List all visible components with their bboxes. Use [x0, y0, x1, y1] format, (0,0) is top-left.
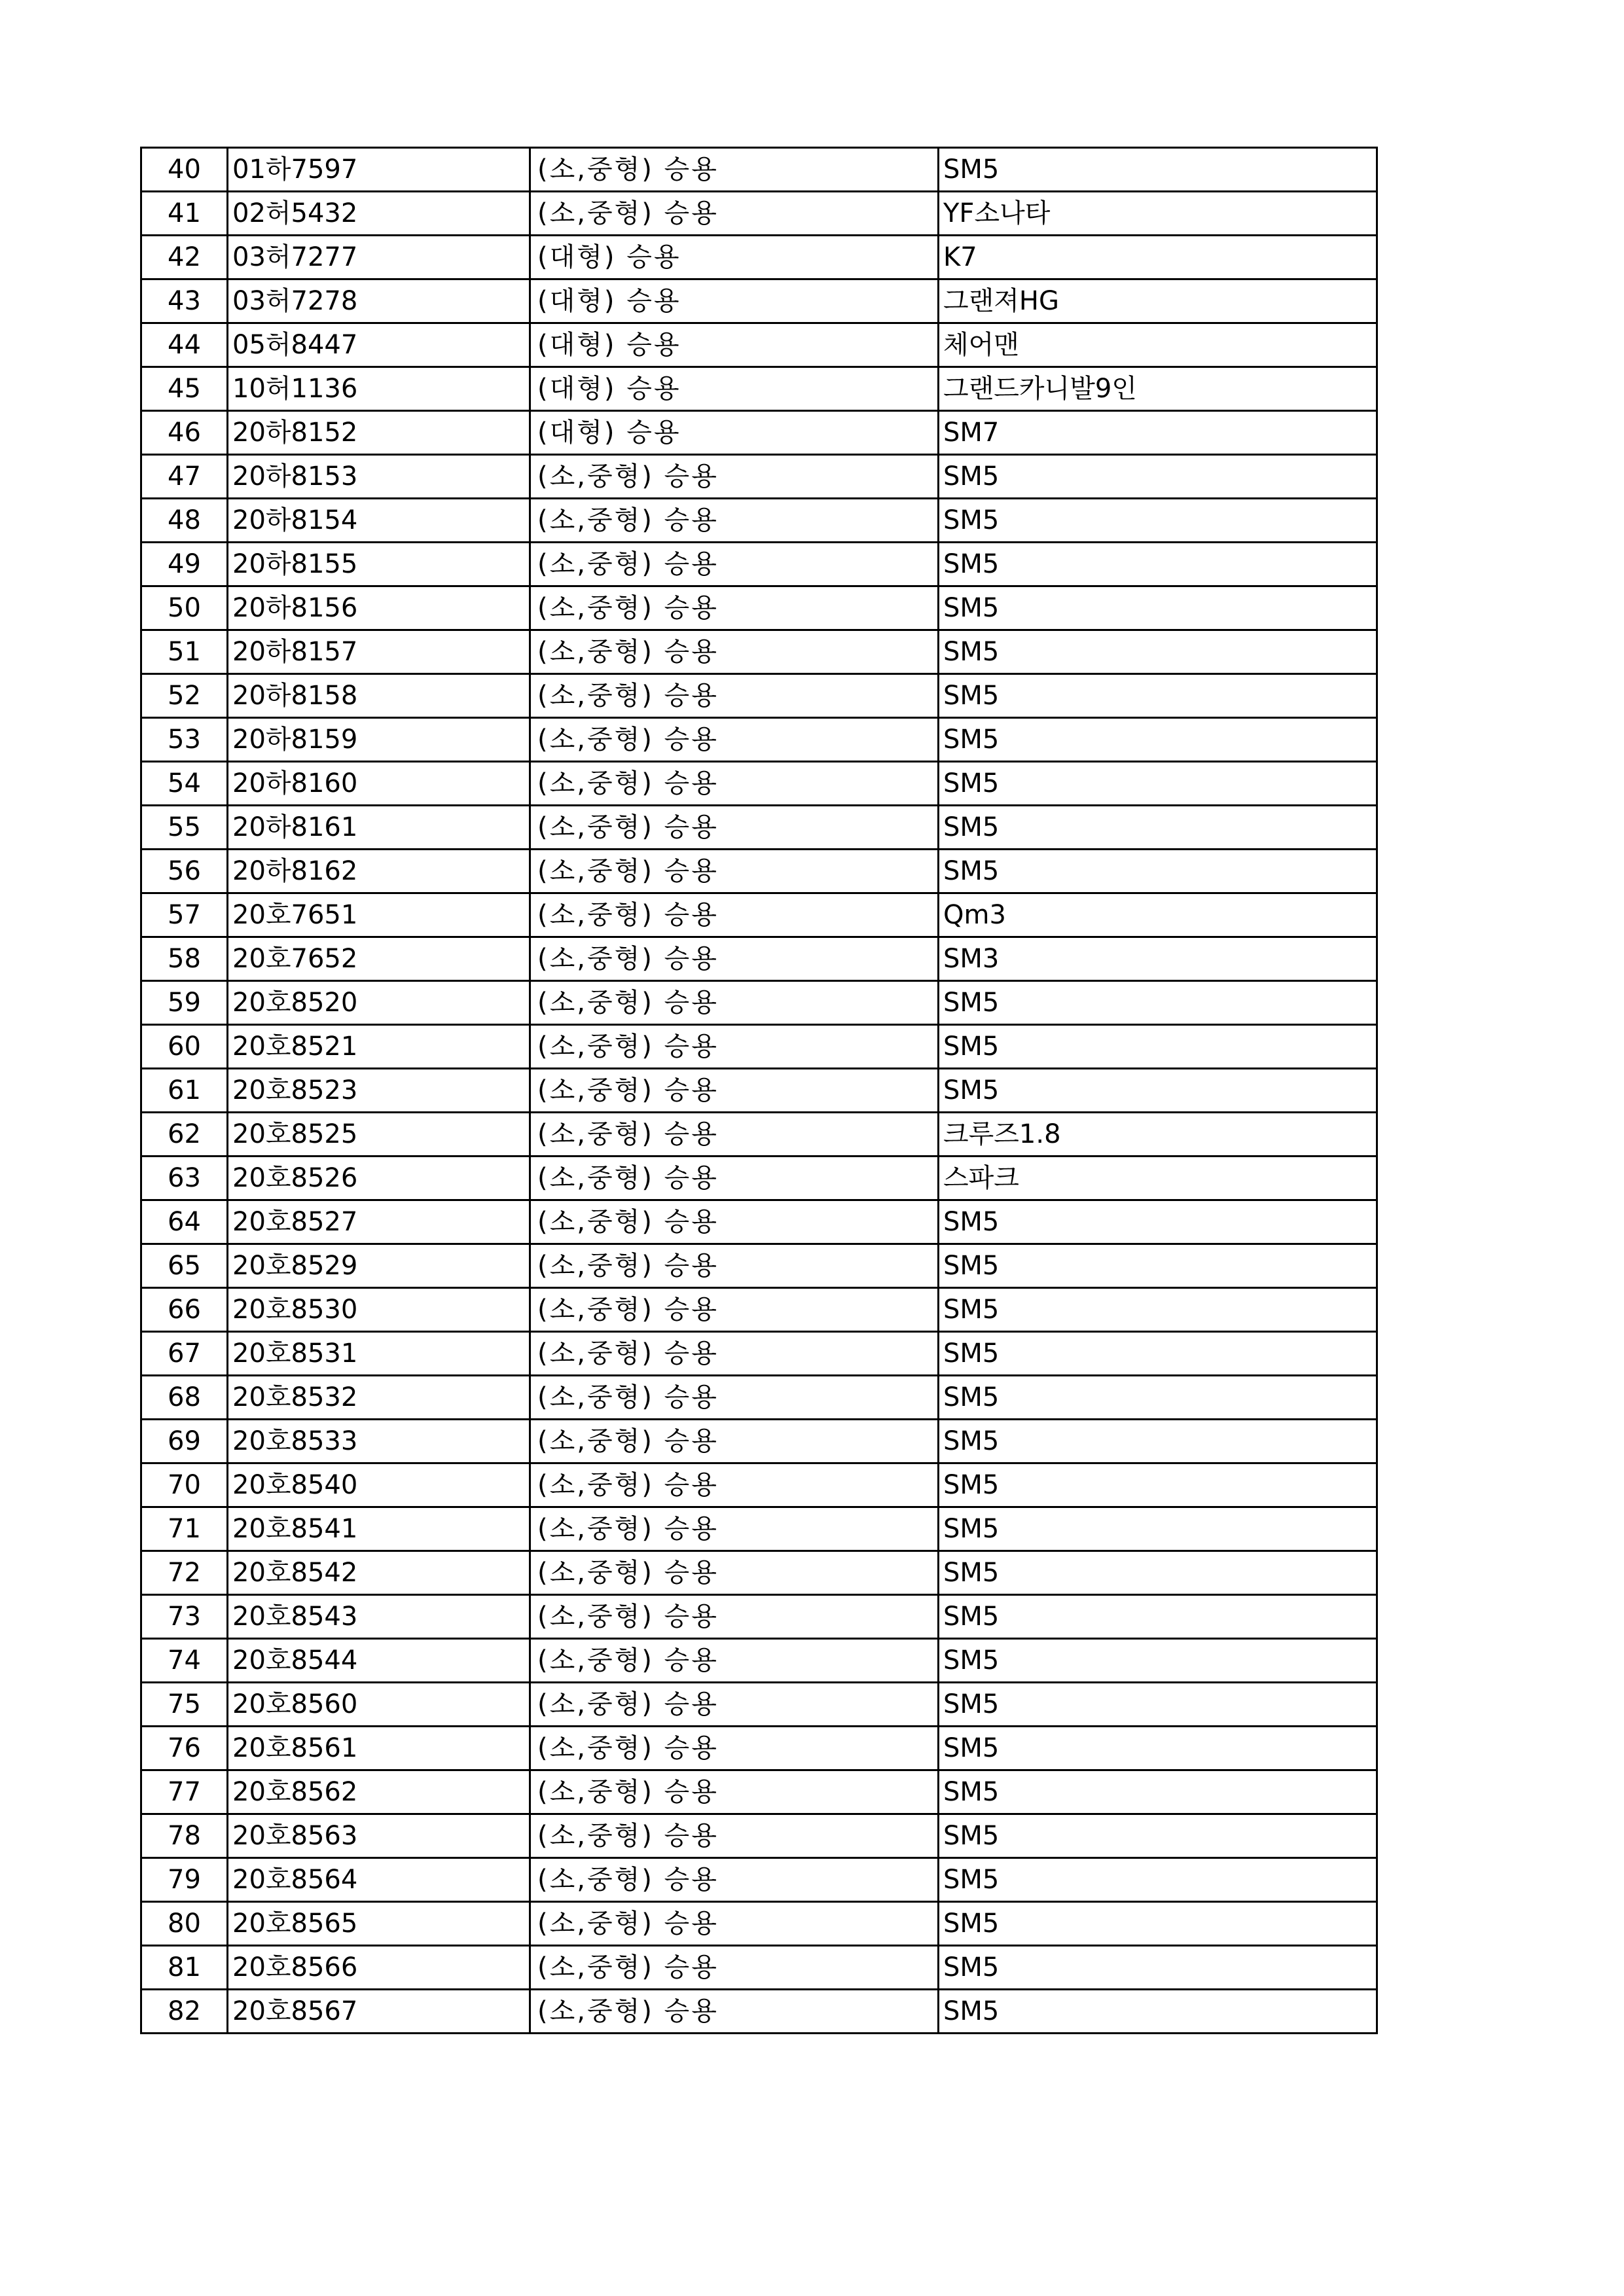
vehicle-model-cell: SM5 — [939, 1902, 1377, 1946]
vehicle-model-cell: SM5 — [939, 1463, 1377, 1507]
row-number-cell: 47 — [141, 455, 228, 499]
vehicle-type-cell: (소,중형) 승용 — [530, 586, 939, 630]
vehicle-type-cell: (소,중형) 승용 — [530, 1507, 939, 1551]
plate-number-cell: 20하8158 — [228, 674, 530, 718]
table-row — [141, 367, 1377, 411]
row-number-cell: 58 — [141, 937, 228, 981]
vehicle-model-cell: SM5 — [939, 718, 1377, 762]
table-row — [141, 1770, 1377, 1814]
plate-number-cell: 20하8154 — [228, 499, 530, 543]
plate-number-cell: 20호8565 — [228, 1902, 530, 1946]
plate-number-cell: 20호8566 — [228, 1946, 530, 1990]
row-number-cell: 78 — [141, 1814, 228, 1858]
vehicle-type-cell: (소,중형) 승용 — [530, 1420, 939, 1463]
table-row — [141, 1551, 1377, 1595]
table-row — [141, 1244, 1377, 1288]
plate-number-cell: 02허5432 — [228, 192, 530, 236]
table-row — [141, 1507, 1377, 1551]
vehicle-type-cell: (소,중형) 승용 — [530, 1814, 939, 1858]
plate-number-cell: 20호8530 — [228, 1288, 530, 1332]
vehicle-type-cell: (소,중형) 승용 — [530, 1858, 939, 1902]
vehicle-type-cell: (소,중형) 승용 — [530, 718, 939, 762]
vehicle-model-cell: SM5 — [939, 1200, 1377, 1244]
vehicle-model-cell: 스파크 — [939, 1157, 1377, 1200]
table-row — [141, 1814, 1377, 1858]
vehicle-type-cell: (소,중형) 승용 — [530, 1902, 939, 1946]
vehicle-type-cell: (대형) 승용 — [530, 279, 939, 323]
table-row — [141, 1727, 1377, 1770]
vehicle-type-cell: (소,중형) 승용 — [530, 1025, 939, 1069]
table-row — [141, 893, 1377, 937]
plate-number-cell: 20호8567 — [228, 1990, 530, 2034]
plate-number-cell: 20하8152 — [228, 411, 530, 455]
table-row — [141, 1902, 1377, 1946]
table-row — [141, 1946, 1377, 1990]
table-row — [141, 543, 1377, 586]
vehicle-model-cell: Qm3 — [939, 893, 1377, 937]
table-row — [141, 1990, 1377, 2034]
row-number-cell: 54 — [141, 762, 228, 806]
vehicle-model-cell: SM5 — [939, 1814, 1377, 1858]
plate-number-cell: 20하8153 — [228, 455, 530, 499]
vehicle-type-cell: (소,중형) 승용 — [530, 1595, 939, 1639]
vehicle-model-cell: SM5 — [939, 1288, 1377, 1332]
plate-number-cell: 20호8523 — [228, 1069, 530, 1113]
table-row — [141, 1420, 1377, 1463]
plate-number-cell: 20호8541 — [228, 1507, 530, 1551]
table-row — [141, 1639, 1377, 1683]
table-row — [141, 1376, 1377, 1420]
vehicle-model-cell: SM5 — [939, 1727, 1377, 1770]
row-number-cell: 73 — [141, 1595, 228, 1639]
plate-number-cell: 20호8540 — [228, 1463, 530, 1507]
vehicle-type-cell: (소,중형) 승용 — [530, 981, 939, 1025]
plate-number-cell: 20호8560 — [228, 1683, 530, 1727]
plate-number-cell: 20하8159 — [228, 718, 530, 762]
table-row — [141, 1595, 1377, 1639]
row-number-cell: 56 — [141, 850, 228, 893]
table-row — [141, 192, 1377, 236]
vehicle-type-cell: (소,중형) 승용 — [530, 1157, 939, 1200]
row-number-cell: 75 — [141, 1683, 228, 1727]
row-number-cell: 57 — [141, 893, 228, 937]
vehicle-model-cell: SM5 — [939, 499, 1377, 543]
plate-number-cell: 20호8543 — [228, 1595, 530, 1639]
vehicle-model-cell: SM5 — [939, 1770, 1377, 1814]
row-number-cell: 68 — [141, 1376, 228, 1420]
vehicle-model-cell: SM5 — [939, 1551, 1377, 1595]
vehicle-type-cell: (소,중형) 승용 — [530, 1946, 939, 1990]
row-number-cell: 74 — [141, 1639, 228, 1683]
row-number-cell: 50 — [141, 586, 228, 630]
vehicle-model-cell: SM5 — [939, 1507, 1377, 1551]
plate-number-cell: 20호8527 — [228, 1200, 530, 1244]
vehicle-type-cell: (소,중형) 승용 — [530, 937, 939, 981]
vehicle-model-cell: SM5 — [939, 981, 1377, 1025]
vehicle-type-cell: (소,중형) 승용 — [530, 850, 939, 893]
vehicle-model-cell: SM5 — [939, 586, 1377, 630]
vehicle-type-cell: (소,중형) 승용 — [530, 630, 939, 674]
table-row — [141, 279, 1377, 323]
vehicle-model-cell: SM5 — [939, 762, 1377, 806]
row-number-cell: 65 — [141, 1244, 228, 1288]
vehicle-type-cell: (소,중형) 승용 — [530, 1332, 939, 1376]
vehicle-type-cell: (소,중형) 승용 — [530, 543, 939, 586]
vehicle-type-cell: (소,중형) 승용 — [530, 499, 939, 543]
vehicle-model-cell: SM3 — [939, 937, 1377, 981]
row-number-cell: 49 — [141, 543, 228, 586]
vehicle-model-cell: SM5 — [939, 1858, 1377, 1902]
vehicle-type-cell: (소,중형) 승용 — [530, 762, 939, 806]
vehicle-type-cell: (소,중형) 승용 — [530, 1113, 939, 1157]
plate-number-cell: 20하8162 — [228, 850, 530, 893]
plate-number-cell: 20호8531 — [228, 1332, 530, 1376]
plate-number-cell: 20하8161 — [228, 806, 530, 850]
row-number-cell: 53 — [141, 718, 228, 762]
plate-number-cell: 20하8156 — [228, 586, 530, 630]
plate-number-cell: 20호8542 — [228, 1551, 530, 1595]
table-row — [141, 1332, 1377, 1376]
plate-number-cell: 03허7278 — [228, 279, 530, 323]
table-row — [141, 937, 1377, 981]
vehicle-model-cell: K7 — [939, 236, 1377, 279]
row-number-cell: 61 — [141, 1069, 228, 1113]
row-number-cell: 79 — [141, 1858, 228, 1902]
vehicle-type-cell: (소,중형) 승용 — [530, 893, 939, 937]
row-number-cell: 51 — [141, 630, 228, 674]
row-number-cell: 71 — [141, 1507, 228, 1551]
vehicle-model-cell: 체어맨 — [939, 323, 1377, 367]
table-row — [141, 1069, 1377, 1113]
row-number-cell: 67 — [141, 1332, 228, 1376]
plate-number-cell: 10허1136 — [228, 367, 530, 411]
row-number-cell: 72 — [141, 1551, 228, 1595]
table-row — [141, 630, 1377, 674]
plate-number-cell: 03허7277 — [228, 236, 530, 279]
plate-number-cell: 20하8160 — [228, 762, 530, 806]
row-number-cell: 42 — [141, 236, 228, 279]
table-row — [141, 1113, 1377, 1157]
plate-number-cell: 01하7597 — [228, 148, 530, 192]
plate-number-cell: 20호8563 — [228, 1814, 530, 1858]
table-row — [141, 762, 1377, 806]
vehicle-model-cell: SM5 — [939, 543, 1377, 586]
table-row — [141, 806, 1377, 850]
table-row — [141, 1683, 1377, 1727]
vehicle-type-cell: (대형) 승용 — [530, 411, 939, 455]
vehicle-model-cell: SM5 — [939, 1244, 1377, 1288]
table-row — [141, 1025, 1377, 1069]
vehicle-model-cell: SM5 — [939, 1990, 1377, 2034]
plate-number-cell: 20호8520 — [228, 981, 530, 1025]
plate-number-cell: 20하8157 — [228, 630, 530, 674]
vehicle-table — [140, 147, 1378, 2034]
vehicle-type-cell: (소,중형) 승용 — [530, 1639, 939, 1683]
vehicle-type-cell: (소,중형) 승용 — [530, 1990, 939, 2034]
table-row — [141, 1288, 1377, 1332]
row-number-cell: 76 — [141, 1727, 228, 1770]
table-row — [141, 1463, 1377, 1507]
plate-number-cell: 20호8525 — [228, 1113, 530, 1157]
row-number-cell: 60 — [141, 1025, 228, 1069]
row-number-cell: 55 — [141, 806, 228, 850]
table-row — [141, 1858, 1377, 1902]
plate-number-cell: 20호8521 — [228, 1025, 530, 1069]
row-number-cell: 77 — [141, 1770, 228, 1814]
table-row — [141, 148, 1377, 192]
table-row — [141, 1157, 1377, 1200]
vehicle-type-cell: (소,중형) 승용 — [530, 1551, 939, 1595]
row-number-cell: 63 — [141, 1157, 228, 1200]
row-number-cell: 43 — [141, 279, 228, 323]
vehicle-type-cell: (소,중형) 승용 — [530, 674, 939, 718]
vehicle-table-body — [141, 148, 1377, 2034]
vehicle-model-cell: SM5 — [939, 1025, 1377, 1069]
vehicle-type-cell: (소,중형) 승용 — [530, 1288, 939, 1332]
row-number-cell: 81 — [141, 1946, 228, 1990]
plate-number-cell: 20호8533 — [228, 1420, 530, 1463]
vehicle-model-cell: SM7 — [939, 411, 1377, 455]
row-number-cell: 70 — [141, 1463, 228, 1507]
row-number-cell: 40 — [141, 148, 228, 192]
vehicle-model-cell: SM5 — [939, 1683, 1377, 1727]
vehicle-type-cell: (소,중형) 승용 — [530, 1200, 939, 1244]
plate-number-cell: 20호8529 — [228, 1244, 530, 1288]
table-row — [141, 674, 1377, 718]
vehicle-model-cell: SM5 — [939, 148, 1377, 192]
vehicle-model-cell: SM5 — [939, 1420, 1377, 1463]
vehicle-model-cell: SM5 — [939, 455, 1377, 499]
table-row — [141, 236, 1377, 279]
vehicle-model-cell: 그랜져HG — [939, 279, 1377, 323]
vehicle-model-cell: SM5 — [939, 630, 1377, 674]
vehicle-model-cell: SM5 — [939, 1332, 1377, 1376]
row-number-cell: 66 — [141, 1288, 228, 1332]
vehicle-model-cell: SM5 — [939, 1595, 1377, 1639]
vehicle-type-cell: (소,중형) 승용 — [530, 1727, 939, 1770]
row-number-cell: 45 — [141, 367, 228, 411]
vehicle-model-cell: SM5 — [939, 1069, 1377, 1113]
vehicle-model-cell: 크루즈1.8 — [939, 1113, 1377, 1157]
table-row — [141, 981, 1377, 1025]
plate-number-cell: 20호8526 — [228, 1157, 530, 1200]
table-row — [141, 850, 1377, 893]
vehicle-model-cell: SM5 — [939, 674, 1377, 718]
plate-number-cell: 20호8561 — [228, 1727, 530, 1770]
row-number-cell: 52 — [141, 674, 228, 718]
vehicle-type-cell: (소,중형) 승용 — [530, 1376, 939, 1420]
table-row — [141, 718, 1377, 762]
row-number-cell: 69 — [141, 1420, 228, 1463]
vehicle-type-cell: (대형) 승용 — [530, 367, 939, 411]
vehicle-model-cell: SM5 — [939, 850, 1377, 893]
row-number-cell: 62 — [141, 1113, 228, 1157]
vehicle-model-cell: SM5 — [939, 1639, 1377, 1683]
plate-number-cell: 20호8532 — [228, 1376, 530, 1420]
vehicle-type-cell: (대형) 승용 — [530, 323, 939, 367]
table-row — [141, 323, 1377, 367]
row-number-cell: 48 — [141, 499, 228, 543]
vehicle-type-cell: (소,중형) 승용 — [530, 1683, 939, 1727]
row-number-cell: 59 — [141, 981, 228, 1025]
table-row — [141, 411, 1377, 455]
vehicle-type-cell: (소,중형) 승용 — [530, 806, 939, 850]
table-row — [141, 455, 1377, 499]
plate-number-cell: 20하8155 — [228, 543, 530, 586]
plate-number-cell: 20호7652 — [228, 937, 530, 981]
plate-number-cell: 05허8447 — [228, 323, 530, 367]
vehicle-type-cell: (대형) 승용 — [530, 236, 939, 279]
row-number-cell: 44 — [141, 323, 228, 367]
plate-number-cell: 20호7651 — [228, 893, 530, 937]
vehicle-model-cell: SM5 — [939, 806, 1377, 850]
vehicle-model-cell: 그랜드카니발9인 — [939, 367, 1377, 411]
vehicle-model-cell: SM5 — [939, 1376, 1377, 1420]
row-number-cell: 46 — [141, 411, 228, 455]
vehicle-model-cell: YF소나타 — [939, 192, 1377, 236]
row-number-cell: 80 — [141, 1902, 228, 1946]
vehicle-type-cell: (소,중형) 승용 — [530, 455, 939, 499]
row-number-cell: 82 — [141, 1990, 228, 2034]
table-row — [141, 1200, 1377, 1244]
vehicle-type-cell: (소,중형) 승용 — [530, 192, 939, 236]
plate-number-cell: 20호8564 — [228, 1858, 530, 1902]
vehicle-type-cell: (소,중형) 승용 — [530, 148, 939, 192]
row-number-cell: 64 — [141, 1200, 228, 1244]
plate-number-cell: 20호8544 — [228, 1639, 530, 1683]
vehicle-model-cell: SM5 — [939, 1946, 1377, 1990]
row-number-cell: 41 — [141, 192, 228, 236]
vehicle-type-cell: (소,중형) 승용 — [530, 1244, 939, 1288]
plate-number-cell: 20호8562 — [228, 1770, 530, 1814]
vehicle-type-cell: (소,중형) 승용 — [530, 1463, 939, 1507]
vehicle-type-cell: (소,중형) 승용 — [530, 1069, 939, 1113]
table-row — [141, 499, 1377, 543]
table-row — [141, 586, 1377, 630]
vehicle-type-cell: (소,중형) 승용 — [530, 1770, 939, 1814]
